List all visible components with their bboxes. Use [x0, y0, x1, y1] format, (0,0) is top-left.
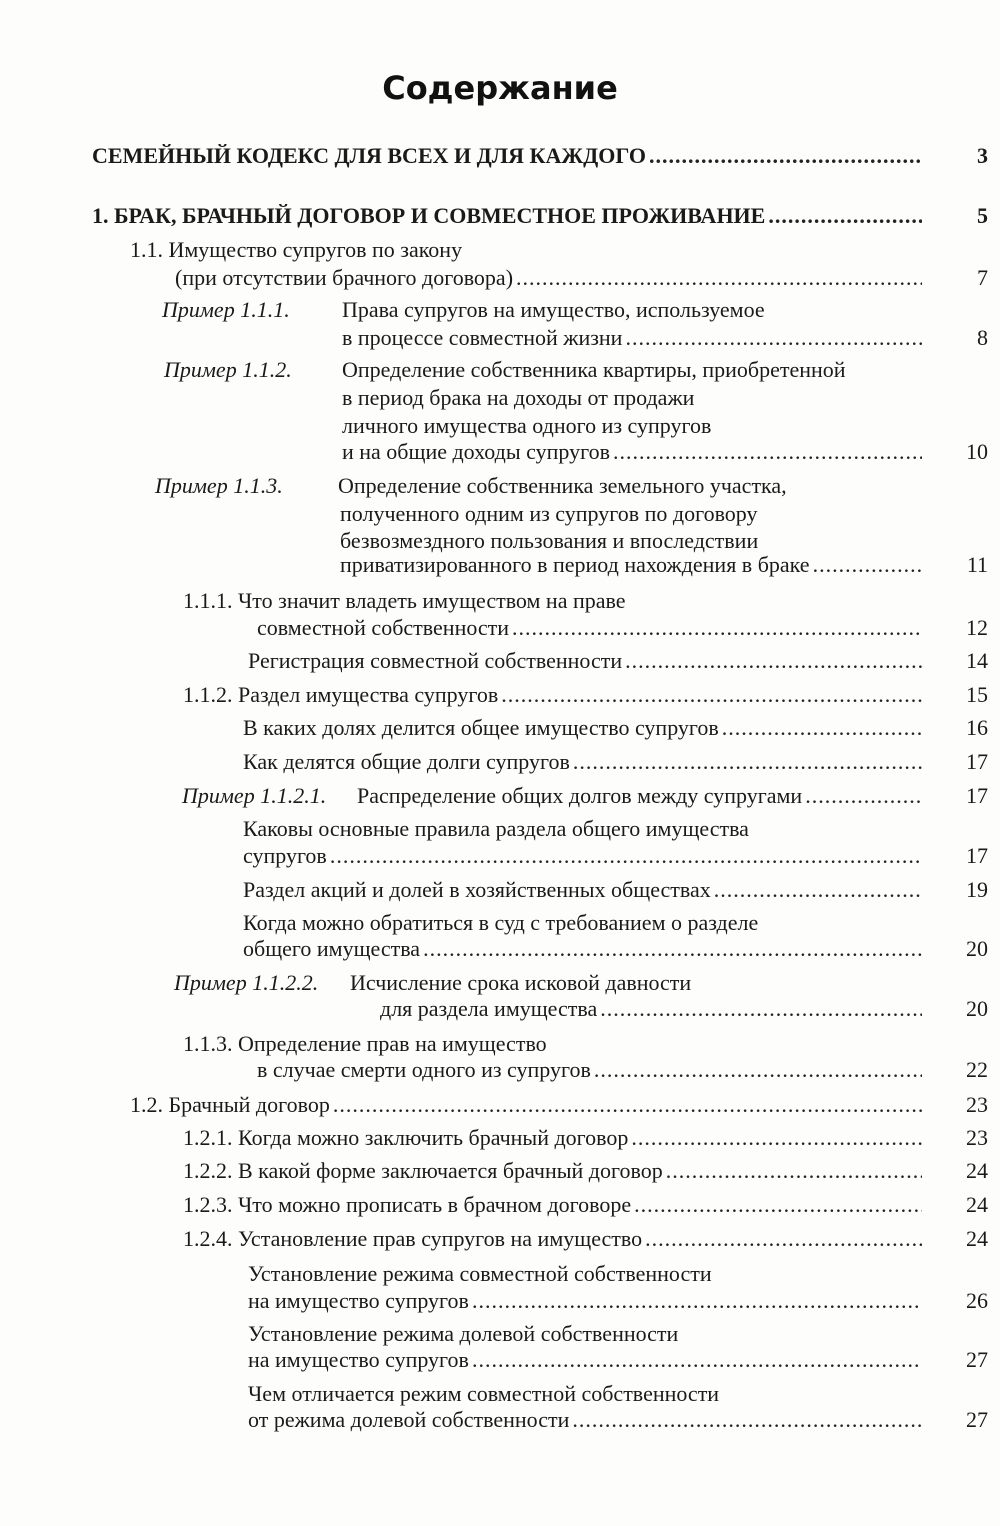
toc-entry[interactable] [243, 748, 988, 776]
toc-entry-text[interactable]: 1.1.3. Определение прав на имущество [183, 1031, 547, 1056]
leader-dots [512, 614, 922, 642]
toc-entry[interactable] [257, 1056, 988, 1084]
toc-page-number: 19 [966, 877, 988, 902]
toc-page-number: 10 [966, 439, 988, 464]
leader-dots [573, 748, 922, 776]
toc-page-number: 3 [977, 143, 988, 168]
toc-entry-text: 1.2.4. Установление прав супругов на имущество [183, 1226, 643, 1251]
toc-entry-text[interactable]: безвозмездного пользования и впоследствии [340, 528, 759, 553]
leader-dots [722, 714, 922, 742]
toc-entry[interactable] [340, 551, 988, 579]
leader-dots [813, 551, 922, 579]
toc-entry-text[interactable]: Каковы основные правила раздела общего имущества [243, 816, 749, 841]
example-label: Пример 1.1.1. [162, 297, 290, 322]
toc-page-number: 17 [966, 843, 988, 868]
toc-entry-text: в случае смерти одного из супругов [257, 1057, 591, 1082]
toc-entry[interactable] [130, 1091, 988, 1119]
leader-dots [631, 1124, 922, 1152]
toc-entry-text: (при отсутствии брачного договора) [175, 265, 514, 290]
toc-page-number: 11 [966, 552, 988, 577]
toc-page-number: 26 [966, 1288, 988, 1313]
toc-page-number: 20 [966, 996, 988, 1021]
toc-entry[interactable] [175, 264, 988, 292]
toc-entry[interactable] [92, 202, 988, 230]
toc-page-number: 5 [977, 203, 988, 228]
toc-entry-text: 1.2.2. В какой форме заключается брачный договор [183, 1158, 663, 1183]
leader-dots [333, 1091, 922, 1119]
toc-entry-text: на имущество супругов [248, 1288, 469, 1313]
toc-page-number: 23 [966, 1092, 988, 1117]
toc-entry-text: 1.2. Брачный договор [130, 1092, 330, 1117]
toc-entry-text: В каких долях делится общее имущество супругов [243, 715, 719, 740]
toc-entry[interactable] [342, 438, 988, 466]
leader-dots [594, 1056, 922, 1084]
toc-page-number: 22 [966, 1057, 988, 1082]
toc-entry-text[interactable]: Чем отличается режим совместной собственности [248, 1381, 720, 1406]
toc-entry-text[interactable]: Исчисление срока исковой давности [350, 970, 692, 995]
toc-entry[interactable] [248, 647, 988, 675]
toc-entry[interactable] [243, 842, 988, 870]
toc-entry-text[interactable]: 1.1.1. Что значит владеть имуществом на праве [183, 588, 626, 613]
toc-page-number: 24 [966, 1192, 988, 1217]
leader-dots [472, 1346, 922, 1374]
example-label: Пример 1.1.2.1. [182, 783, 327, 808]
toc-entry-text: 1. БРАК, БРАЧНЫЙ ДОГОВОР И СОВМЕСТНОЕ ПРОЖИВАНИЕ [92, 203, 766, 228]
toc-page-number: 12 [966, 615, 988, 640]
toc-entry-text: 1.1.2. Раздел имущества супругов [183, 682, 499, 707]
toc-entry-text: 1.2.1. Когда можно заключить брачный договор [183, 1125, 629, 1150]
toc-page-number: 27 [966, 1407, 988, 1432]
toc-entry-text[interactable]: Установление режима совместной собственности [248, 1261, 712, 1286]
toc-entry-text: приватизированного в период нахождения в браке [340, 552, 810, 577]
toc-entry-text: 1.2.3. Что можно прописать в брачном договоре [183, 1192, 632, 1217]
toc-entry-text[interactable]: Определение собственника квартиры, приобретенной [342, 357, 846, 382]
toc-page-number: 7 [977, 265, 988, 290]
toc-entry-text[interactable]: в период брака на доходы от продажи [342, 385, 695, 410]
leader-dots [330, 842, 922, 870]
leader-dots [768, 202, 922, 230]
toc-page-number: 20 [966, 936, 988, 961]
toc-entry-text: Регистрация совместной собственности [248, 648, 623, 673]
toc-entry[interactable] [183, 1124, 988, 1152]
leader-dots [625, 647, 922, 675]
leader-dots [649, 142, 922, 170]
toc-page-number: 14 [966, 648, 988, 673]
toc-page-number: 17 [966, 783, 988, 808]
toc-entry-text: супругов [243, 843, 327, 868]
toc-entry-text: совместной собственности [257, 615, 510, 640]
leader-dots [714, 876, 922, 904]
leader-dots [613, 438, 922, 466]
toc-entry[interactable] [243, 935, 988, 963]
toc-entry-text[interactable]: Права супругов на имущество, используемое [342, 297, 765, 322]
leader-dots [423, 935, 922, 963]
toc-entry-text[interactable]: полученного одним из супругов по договору [340, 501, 758, 526]
leader-dots [805, 782, 922, 810]
toc-page-number: 27 [966, 1347, 988, 1372]
toc-entry-text: Как делятся общие долги супругов [243, 749, 570, 774]
toc-entry[interactable] [183, 1225, 988, 1253]
toc-entry[interactable] [243, 876, 988, 904]
toc-entry-text: для раздела имущества [380, 996, 598, 1021]
toc-page-number: 16 [966, 715, 988, 740]
example-label: Пример 1.1.3. [155, 473, 283, 498]
toc-entry-text[interactable]: личного имущества одного из супругов [342, 413, 712, 438]
toc-entry-text: Раздел акций и долей в хозяйственных обществах [243, 877, 711, 902]
toc-entry-text: общего имущества [243, 936, 421, 961]
leader-dots [501, 681, 922, 709]
page-title: Содержание [382, 69, 618, 107]
toc-entry-text: и на общие доходы супругов [342, 439, 610, 464]
toc-entry-text: на имущество супругов [248, 1347, 469, 1372]
example-label: Пример 1.1.2. [164, 357, 292, 382]
toc-page-number: 24 [966, 1158, 988, 1183]
leader-dots [645, 1225, 922, 1253]
toc-entry-text: в процессе совместной жизни [342, 325, 623, 350]
toc-entry-text[interactable]: Когда можно обратиться в суд с требованием о разделе [243, 910, 759, 935]
toc-page-number: 8 [977, 325, 988, 350]
toc-entry-text[interactable]: Определение собственника земельного участка, [338, 473, 787, 498]
toc-entry[interactable] [380, 995, 988, 1023]
toc-entry[interactable] [183, 681, 988, 709]
toc-page-number: 17 [966, 749, 988, 774]
toc-entry-text: СЕМЕЙНЫЙ КОДЕКС ДЛЯ ВСЕХ И ДЛЯ КАЖДОГО [92, 143, 646, 168]
toc-page-number: 15 [966, 682, 988, 707]
toc-entry[interactable] [257, 614, 988, 642]
toc-page-number: 23 [966, 1125, 988, 1150]
toc-entry[interactable] [183, 1191, 988, 1219]
example-label: Пример 1.1.2.2. [174, 970, 319, 995]
leader-dots [472, 1287, 922, 1315]
toc-entry[interactable] [248, 1406, 988, 1434]
leader-dots [600, 995, 922, 1023]
leader-dots [516, 264, 922, 292]
leader-dots [634, 1191, 922, 1219]
toc-entry[interactable] [357, 782, 988, 810]
toc-entry[interactable] [243, 714, 988, 742]
leader-dots [625, 324, 922, 352]
toc-entry[interactable] [92, 142, 988, 170]
toc-page-number: 24 [966, 1226, 988, 1251]
leader-dots [572, 1406, 922, 1434]
toc-entry-text: от режима долевой собственности [248, 1407, 570, 1432]
toc-entry-text[interactable]: 1.1. Имущество супругов по закону [130, 237, 463, 262]
toc-entry-text: Распределение общих долгов между супругами [357, 783, 803, 808]
toc-entry[interactable] [183, 1157, 988, 1185]
toc-entry-text[interactable]: Установление режима долевой собственности [248, 1321, 679, 1346]
leader-dots [666, 1157, 922, 1185]
toc-entry[interactable] [342, 324, 988, 352]
toc-entry[interactable] [248, 1346, 988, 1374]
toc-entry[interactable] [248, 1287, 988, 1315]
